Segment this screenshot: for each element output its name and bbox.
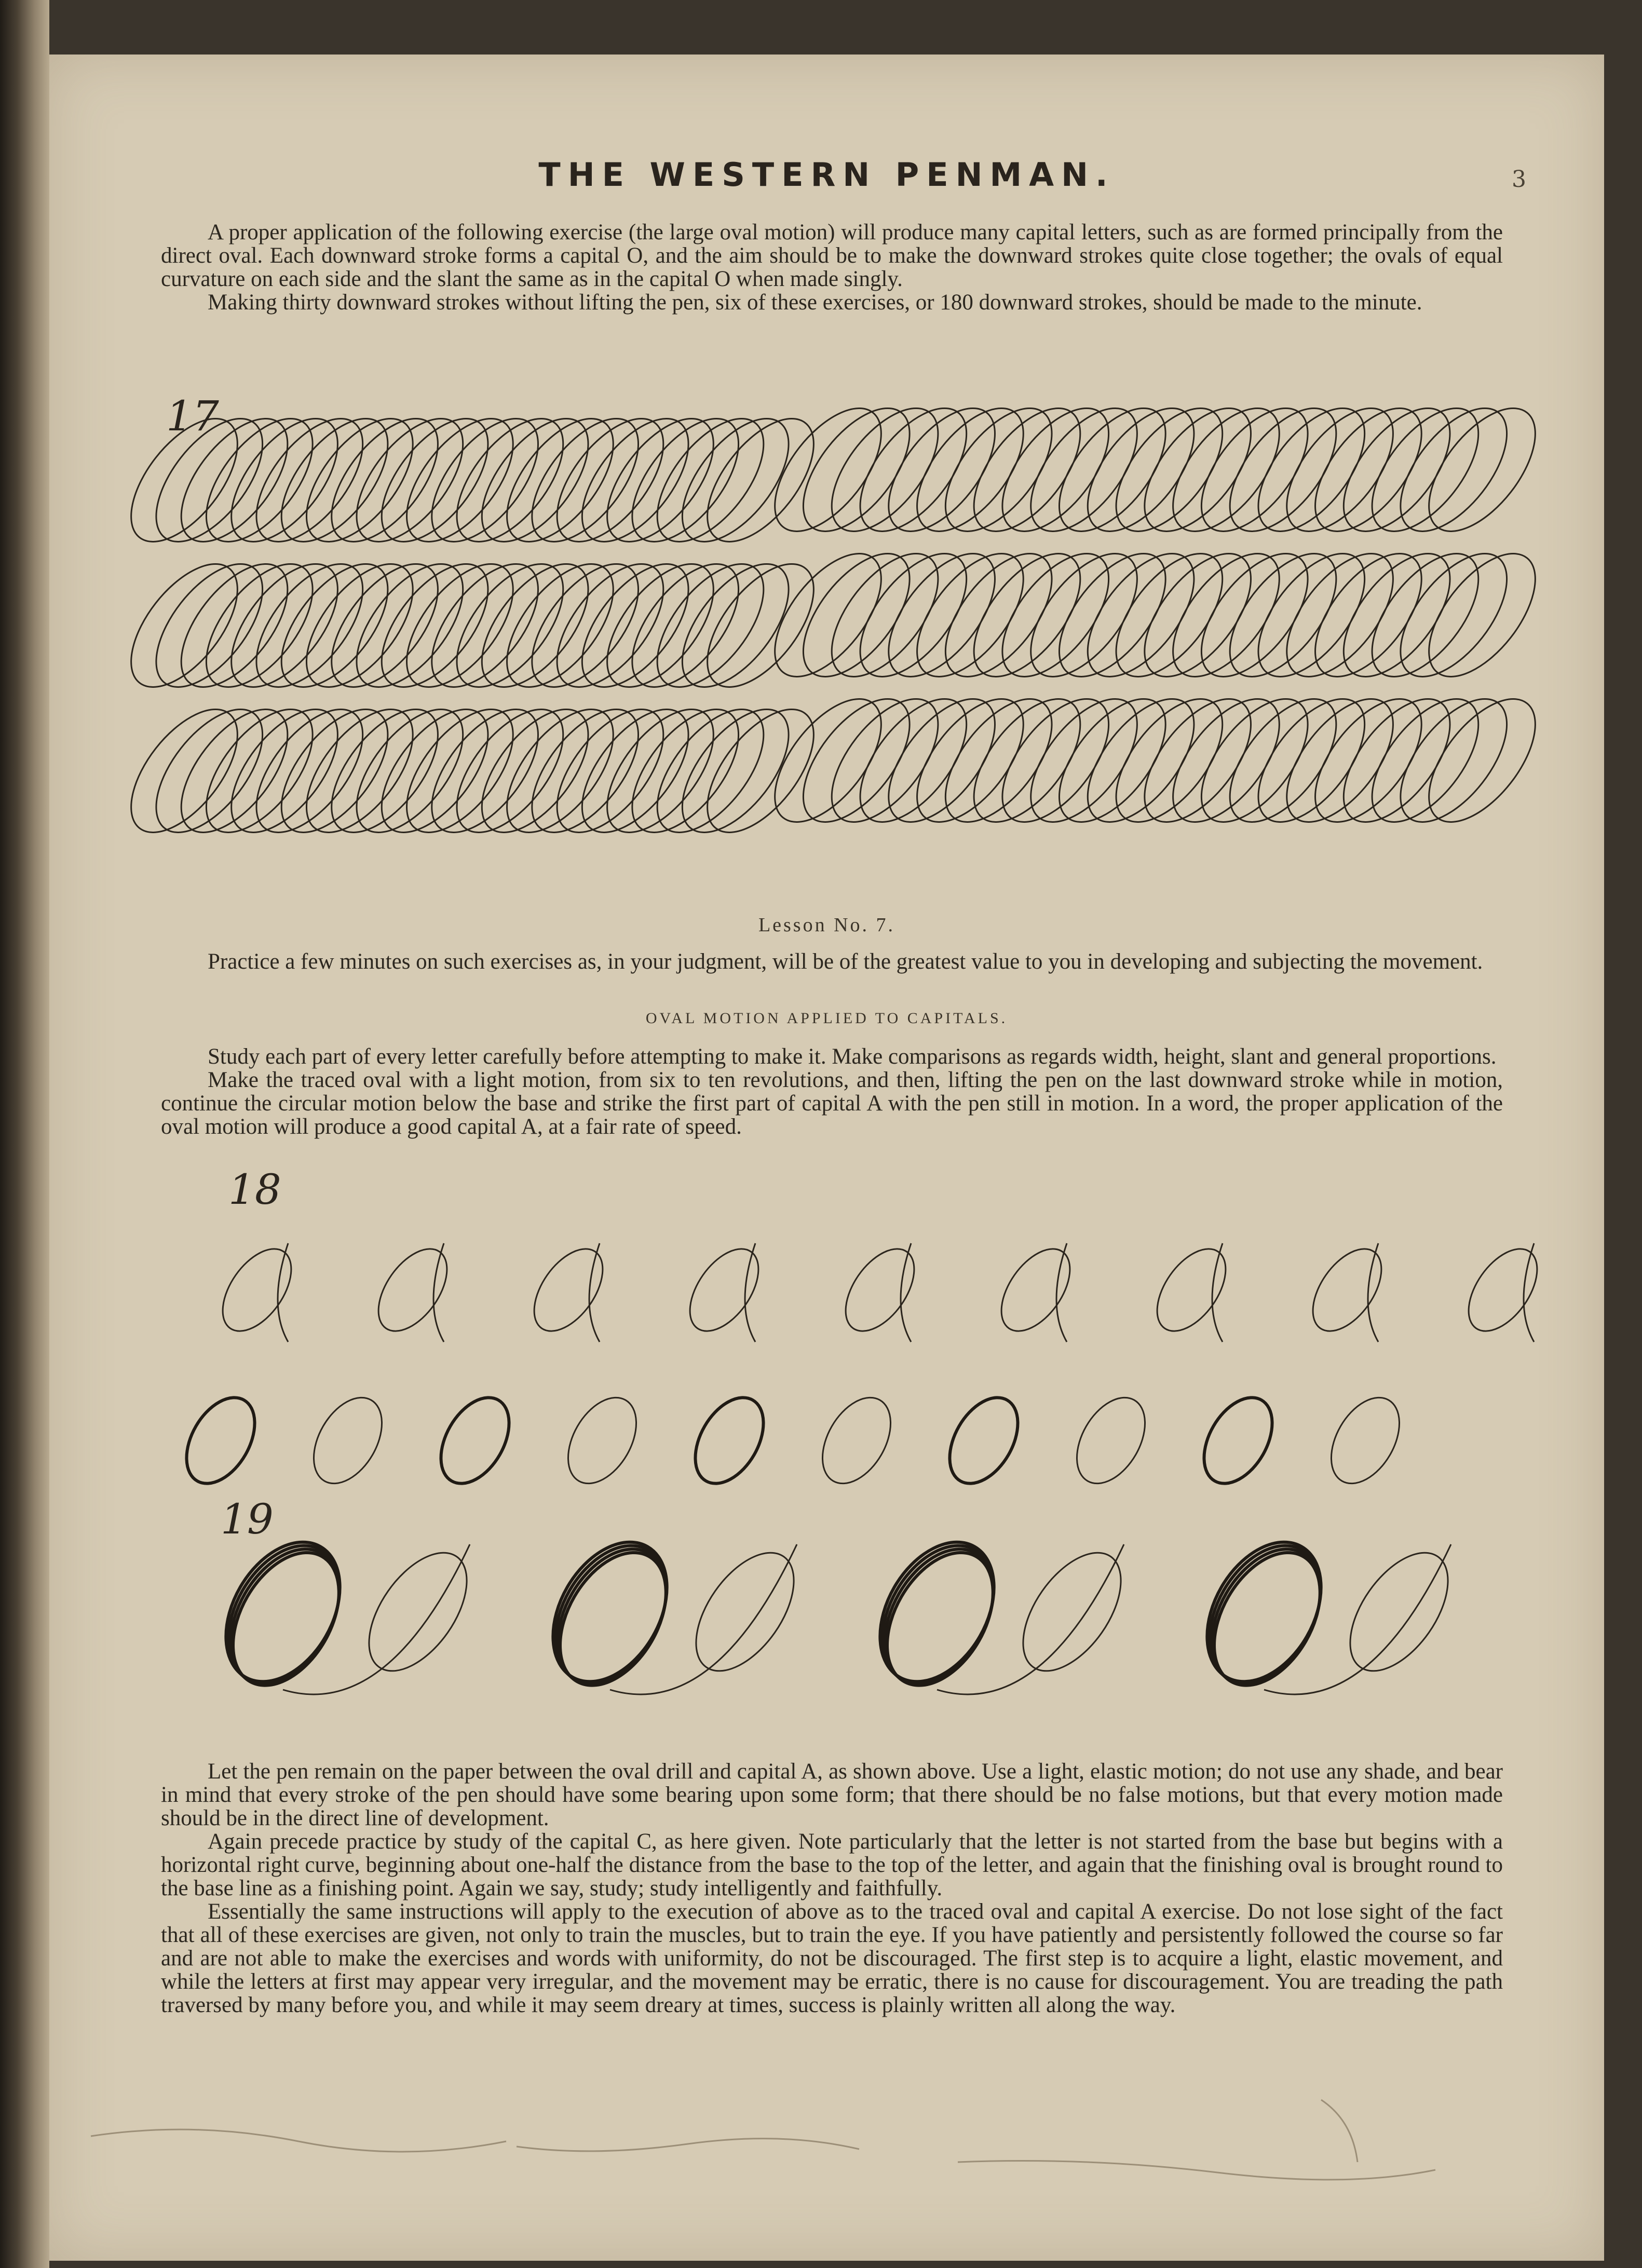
oval-stroke	[1352, 408, 1499, 549]
oval-stroke	[612, 546, 759, 705]
oval-stroke	[662, 546, 809, 705]
oval-stroke	[1124, 681, 1271, 840]
oval-stroke	[869, 408, 1015, 549]
oval-form	[300, 1386, 396, 1496]
oval-stroke	[387, 691, 534, 851]
traced-oval-with-a	[857, 1534, 1141, 1704]
oval-stroke	[637, 546, 784, 705]
closing-text	[161, 1760, 1503, 2017]
bleed-mark-2	[517, 2139, 859, 2151]
oval-stroke	[1380, 408, 1527, 549]
figure-18-capital-a-drills	[49, 1223, 1604, 1513]
oval-drill-row	[111, 691, 834, 851]
oval-stroke	[1124, 408, 1271, 549]
oval-stroke	[687, 546, 834, 705]
oval-stroke	[1210, 536, 1356, 695]
bleed-through-marks	[49, 2069, 1604, 2183]
oval-stroke	[1181, 681, 1328, 840]
oval-stroke	[1096, 536, 1243, 695]
oval-form	[554, 1386, 650, 1496]
capital-a-form	[1455, 1237, 1551, 1343]
figure-18-label: 18	[228, 1165, 281, 1214]
oval-stroke	[897, 681, 1044, 840]
oval-stroke	[811, 408, 958, 549]
oval-stroke	[1238, 681, 1385, 840]
oval-form	[935, 1386, 1032, 1496]
oval-stroke	[487, 546, 634, 705]
oval-stroke	[286, 546, 433, 705]
oval-form	[427, 1386, 523, 1496]
oval-stroke	[361, 546, 508, 705]
oval-stroke	[186, 546, 333, 705]
oval-stroke	[462, 691, 608, 851]
oval-stroke	[897, 536, 1044, 695]
oval-stroke	[1011, 536, 1158, 695]
oval-stroke	[587, 546, 734, 705]
capital-a-form	[987, 1237, 1083, 1343]
lesson-paragraph-1: Practice a few minutes on such exercises as, in your judgment, will be of the greatest value to you in developing and subjecting the movement.	[208, 949, 1483, 974]
lesson-text-2	[161, 1045, 1503, 1138]
oval-stroke	[512, 546, 659, 705]
oval-stroke	[161, 691, 308, 851]
oval-stroke	[1352, 536, 1499, 695]
oval-form	[172, 1386, 268, 1496]
oval-stroke	[1323, 408, 1470, 549]
oval-stroke	[1153, 536, 1300, 695]
oval-drill-row	[755, 536, 1556, 695]
book-spine	[0, 0, 49, 2268]
figure-17-oval-drills	[49, 408, 1604, 927]
oval-stroke	[136, 546, 283, 705]
oval-stroke	[1153, 681, 1300, 840]
oval-form	[681, 1386, 777, 1496]
oval-stroke	[1011, 681, 1158, 840]
oval-stroke	[1352, 681, 1499, 840]
oval-drill-row	[755, 408, 1556, 549]
oval-stroke	[512, 691, 659, 851]
oval-stroke	[662, 691, 809, 851]
figure-19-label: 19	[221, 1495, 274, 1543]
oval-stroke	[186, 691, 333, 851]
oval-stroke	[1153, 408, 1300, 549]
oval-stroke	[1181, 408, 1328, 549]
oval-stroke	[1067, 408, 1214, 549]
lesson-title: Lesson No. 7.	[758, 914, 895, 936]
oval-stroke	[1267, 536, 1414, 695]
oval-stroke	[811, 681, 958, 840]
oval-stroke	[1096, 408, 1243, 549]
oval-stroke	[211, 546, 358, 705]
oval-stroke	[840, 681, 987, 840]
closing-paragraph-1: Let the pen remain on the paper between the oval drill and capital A, as shown above. Use a light, elastic motion; do not use any shade, and bear in mind that every stroke of the pen should have some bearing upon some form; that there should be no false motions, but that every motion made should be in the direct line of development.	[161, 1759, 1503, 1830]
oval-stroke	[755, 681, 902, 840]
oval-stroke	[286, 691, 433, 851]
oval-stroke	[1295, 408, 1442, 549]
bleed-mark-3	[958, 2161, 1435, 2180]
oval-stroke	[161, 546, 308, 705]
oval-stroke	[687, 691, 834, 851]
oval-stroke	[1295, 681, 1442, 840]
oval-stroke	[437, 546, 583, 705]
oval-stroke	[1409, 408, 1556, 549]
oval-stroke	[111, 546, 258, 705]
intro-paragraph-2: Making thirty downward strokes without lifting the pen, six of these exercises, or 180 downward strokes, should be made to the minute.	[208, 290, 1422, 315]
intro-paragraph-1: A proper application of the following exercise (the large oval motion) will produce many capital letters, such as are formed principally from the direct oval. Each downward stroke forms a capital O, and the aim should be to make the downward strokes quite close together; the ovals of equal curvature on each side and the slant the same as in the capital O when made singly.	[161, 220, 1503, 291]
lesson-paragraph-2: Study each part of every letter carefully before attempting to make it. Make comparisons as regards width, height, slant and general proportions.	[208, 1044, 1497, 1069]
oval-stroke	[537, 546, 684, 705]
oval-stroke	[1409, 536, 1556, 695]
oval-stroke	[869, 681, 1015, 840]
traced-oval-with-a	[202, 1534, 486, 1704]
oval-stroke	[783, 536, 930, 695]
oval-stroke	[236, 546, 383, 705]
oval-stroke	[925, 408, 1072, 549]
capital-a-form	[676, 1237, 772, 1343]
traced-oval-with-a	[530, 1534, 813, 1704]
oval-stroke	[412, 691, 559, 851]
oval-stroke	[311, 546, 458, 705]
capital-a-form	[520, 1237, 616, 1343]
oval-stroke	[1096, 681, 1243, 840]
oval-stroke	[387, 546, 534, 705]
oval-stroke	[755, 408, 902, 549]
oval-stroke	[897, 408, 1044, 549]
page-number: 3	[1512, 166, 1526, 193]
oval-stroke	[1210, 408, 1356, 549]
page	[49, 55, 1604, 2261]
bleed-mark-1	[91, 2129, 506, 2152]
oval-stroke	[537, 691, 684, 851]
capital-a-form	[1143, 1237, 1239, 1343]
figure-17-label: 17	[166, 392, 219, 440]
lesson-paragraph-3: Make the traced oval with a light motion, from six to ten revolutions, and then, lifting the pen on the last downward stroke while in motion, continue the circular motion below the base and strike the first part of capital A with the pen still in motion. In a word, the proper application of the oval motion will produce a good capital A, at a fair rate of speed.	[161, 1068, 1503, 1139]
oval-stroke	[412, 546, 559, 705]
oval-stroke	[954, 536, 1101, 695]
capital-a-form	[209, 1237, 305, 1343]
oval-form	[1317, 1386, 1413, 1496]
oval-stroke	[211, 691, 358, 851]
oval-stroke	[1124, 536, 1271, 695]
bleed-mark-4	[1321, 2100, 1358, 2162]
oval-stroke	[840, 536, 987, 695]
oval-stroke	[982, 536, 1129, 695]
oval-stroke	[869, 536, 1015, 695]
oval-stroke	[811, 536, 958, 695]
oval-stroke	[1039, 681, 1186, 840]
oval-stroke	[1238, 536, 1385, 695]
oval-stroke	[1380, 681, 1527, 840]
oval-stroke	[1067, 536, 1214, 695]
intro-text	[161, 221, 1503, 314]
oval-stroke	[562, 691, 709, 851]
oval-drill-row	[111, 408, 834, 560]
oval-stroke	[1011, 408, 1158, 549]
lesson-subheading: OVAL MOTION APPLIED TO CAPITALS.	[645, 1010, 1008, 1027]
oval-form	[1063, 1386, 1159, 1496]
oval-stroke	[840, 408, 987, 549]
oval-stroke	[361, 691, 508, 851]
oval-stroke	[925, 536, 1072, 695]
capital-a-form	[1299, 1237, 1395, 1343]
lesson-text-1	[161, 950, 1503, 973]
oval-stroke	[612, 691, 759, 851]
figure-19-traced-oval-capital-a	[49, 1534, 1604, 1731]
capital-a-form	[832, 1237, 928, 1343]
oval-stroke	[1323, 536, 1470, 695]
oval-stroke	[587, 691, 734, 851]
oval-stroke	[261, 546, 408, 705]
oval-stroke	[1039, 408, 1186, 549]
oval-stroke	[1380, 536, 1527, 695]
oval-stroke	[487, 691, 634, 851]
closing-paragraph-3: Essentially the same instructions will apply to the execution of above as to the traced oval and capital A exercise. Do not lose sight of the fact that all of these exercises are given, not only to train the muscles, but to train the eye. If you have patiently and persistently followed the course so far and are not able to make the exercises and words with uniformity, do not be discouraged. The first step is to acquire a light, elastic movement, and while the letters at first may appear very irregular, and the movement may be erratic, there is no cause for discouragement. You are treading the path traversed by many before you, and while it may seem dreary at times, success is plainly written all along the way.	[161, 1899, 1503, 2017]
page-title: THE WESTERN PENMAN.	[538, 156, 1115, 194]
oval-stroke	[637, 691, 784, 851]
oval-stroke	[1409, 681, 1556, 840]
oval-drill-row	[111, 546, 834, 705]
oval-stroke	[982, 681, 1129, 840]
oval-stroke	[783, 681, 930, 840]
oval-stroke	[982, 408, 1129, 549]
oval-stroke	[562, 546, 709, 705]
oval-stroke	[1323, 681, 1470, 840]
oval-stroke	[1181, 536, 1328, 695]
oval-drill-row	[755, 681, 1556, 840]
oval-form	[808, 1386, 904, 1496]
oval-stroke	[437, 691, 583, 851]
oval-stroke	[111, 691, 258, 851]
oval-form	[1190, 1386, 1286, 1496]
oval-stroke	[1039, 536, 1186, 695]
oval-stroke	[755, 536, 902, 695]
closing-paragraph-2: Again precede practice by study of the capital C, as here given. Note particularly that the letter is not started from the base but begins with a horizontal right curve, beginning about one-half the distance from the base to the top of the letter, and again that the finishing oval is brought round to the base line as a finishing point. Again we say, study; study intelligently and faithfully.	[161, 1829, 1503, 1900]
oval-stroke	[236, 691, 383, 851]
oval-stroke	[954, 408, 1101, 549]
oval-stroke	[925, 681, 1072, 840]
oval-stroke	[311, 691, 458, 851]
capital-a-form	[364, 1237, 460, 1343]
oval-stroke	[1267, 408, 1414, 549]
oval-stroke	[261, 691, 408, 851]
oval-stroke	[1267, 681, 1414, 840]
oval-stroke	[1210, 681, 1356, 840]
oval-stroke	[954, 681, 1101, 840]
traced-oval-with-a	[1184, 1534, 1468, 1704]
oval-stroke	[1295, 536, 1442, 695]
oval-stroke	[1067, 681, 1214, 840]
oval-stroke	[336, 546, 483, 705]
oval-stroke	[136, 691, 283, 851]
oval-stroke	[336, 691, 483, 851]
oval-stroke	[1238, 408, 1385, 549]
oval-stroke	[462, 546, 608, 705]
